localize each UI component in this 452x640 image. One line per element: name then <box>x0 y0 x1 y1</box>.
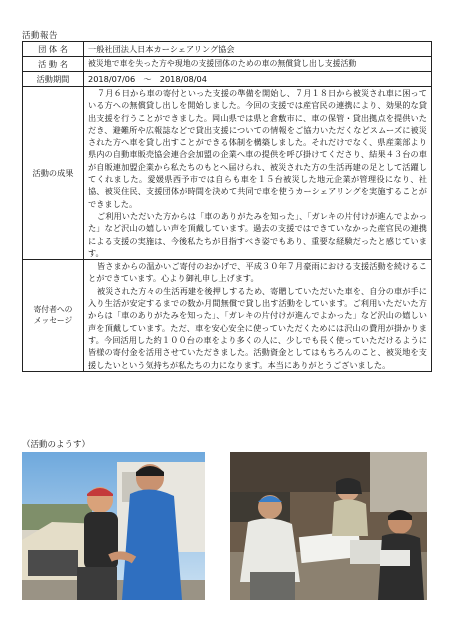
report-heading: 活動報告 <box>22 31 59 41</box>
activity-photo-handover <box>22 452 205 600</box>
activity-period-value: 2018/07/06 ～ 2018/08/04 <box>84 72 432 87</box>
row-donor-message <box>23 260 432 372</box>
activity-period-label: 活動期間 <box>23 72 84 87</box>
activity-results-text <box>84 87 432 260</box>
results-paragraph: ご利用いただいた方からは「車のありがたみを知った」、「ガレキの片付けが進んでよかった」など沢山の嬉しい声を頂戴しています。過去の支援ではできていなかった産官民の連携による支援の実施は、今後私たちが目指すべき姿でもあり、重要な経験だったと感じています。 <box>88 210 427 258</box>
message-paragraph: 皆さまからの温かいご寄付のおかげで、平成３０年７月豪雨における支援活動を続けることができています。心より御礼申し上げます。 <box>88 261 427 284</box>
handover-photo-image <box>22 452 205 600</box>
group-name-label: 団 体 名 <box>23 42 84 57</box>
donor-message-label <box>23 260 84 372</box>
donor-message-text <box>84 260 432 372</box>
row-group-name <box>23 42 432 57</box>
row-activity-name <box>23 57 432 72</box>
activity-name-value: 被災地で車を失った方や現地の支援団体のための車の無償貸し出し支援活動 <box>84 57 432 72</box>
donor-message-label-line2: メッセージ <box>33 316 73 326</box>
row-activity-period <box>23 72 432 87</box>
paperwork-photo-image <box>230 452 427 600</box>
report-form-table <box>22 41 432 372</box>
row-activity-results <box>23 87 432 260</box>
activity-results-label: 活動の成果 <box>23 87 84 260</box>
results-paragraph: ７月６日から車の寄付といった支援の準備を開始し、７月１８日から被災され車に困っている方への無償貸し出しを開始しました。今回の支援では産官民の連携により、効果的な貸出支援を行うことができました。岡山県では県と倉敷市に、車の保管・貸出拠点を提供いただき、避難所や広報誌などで貸出支援についての情報をご協力いただくなどスムーズに被災された方へ車を貸し出すことができる体制を構築しました。それだけでなく、県産業部より県内の自動車販売協会連合会加盟の企業へ車の提供を呼び掛けてくださり、結果４３台の車が自販連加盟企業から私たちのもとへ届けられ、被災された方の生活再建の足として活躍してくれました。愛媛県西予市では自らも車を１５台被災した地元企業が管理役になり、社協、被災住民、支援団体が時間を決めて共同で車を使うカーシェアリングを実施することができました。 <box>88 88 427 209</box>
photo-caption: （活動のようす） <box>22 440 91 450</box>
activity-name-label: 活 動 名 <box>23 57 84 72</box>
activity-photo-paperwork <box>230 452 427 600</box>
donor-message-label-line1: 寄付者への <box>33 305 73 315</box>
group-name-value: 一般社団法人日本カーシェアリング協会 <box>84 42 432 57</box>
message-paragraph: 被災された方々の生活再建を後押しするため、寄贈していただいた車を、自分の車が手に入り生活が安定するまでの数か月間無償で貸し出す活動をしています。ご利用いただいた方からは「車のありがたみを知った」、「ガレキの片付けが進んでよかった」など沢山の嬉しい声を頂戴しています。ただ、車を安心安全に使っていただくためには沢山の費用が掛かります。今回活用した約１００台の車をより多くの人に、少しでも長く使っていただけるように皆様の寄付金を活用させていただきました。活動資金としてはもちろんのこと、被災地を支援したいという気持ちが私たちの力になります。本当にありがとうございました。 <box>88 285 427 370</box>
